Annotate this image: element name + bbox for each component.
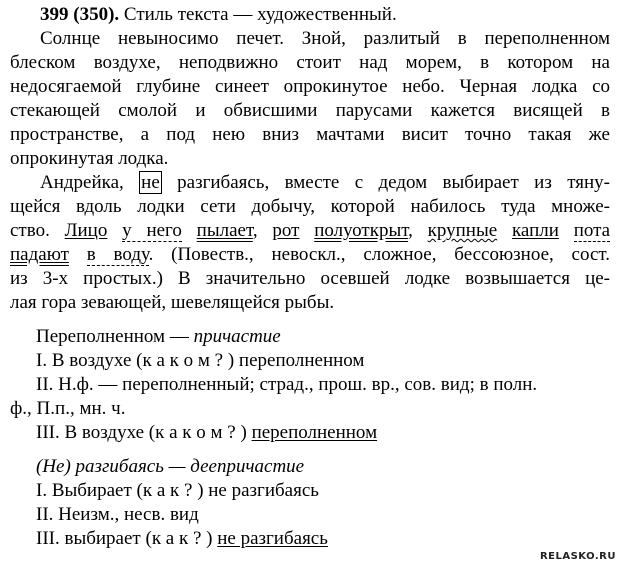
- p2-line-3: [10, 220, 610, 242]
- p1-line-6: опрокинутая лодка.: [10, 148, 169, 169]
- p2-line-4: [10, 244, 610, 266]
- p2-line-1: [40, 172, 610, 194]
- exercise-title: Стиль текста — художественный.: [123, 4, 397, 25]
- predicate-pylaet: пылает: [196, 220, 253, 241]
- question: к а к ?: [151, 528, 202, 549]
- subject-kapli: капли: [511, 220, 559, 241]
- p2-line-6: лая гора зевающей, шевелящейся рыбы.: [10, 292, 335, 313]
- text-fragment: I. В воздухе (: [36, 350, 143, 371]
- word-nedosyagaemoy: недосягаемой: [10, 76, 122, 97]
- text-fragment: Андрейка,: [40, 172, 140, 193]
- predicate-padayut: падают: [10, 244, 69, 265]
- space: [559, 220, 574, 241]
- space: [107, 220, 122, 241]
- exercise-header: [40, 4, 610, 26]
- text-fragment: разгибаясь, вместе с дедом выбирает из тяну-: [161, 172, 610, 193]
- word-nevynosimo: невыносимо: [117, 28, 219, 49]
- space: [299, 220, 314, 241]
- analysis2-row-1: [36, 480, 610, 502]
- analysis1-row-3: [36, 422, 610, 444]
- analysis1-row-1: [36, 350, 610, 372]
- p2-line-2: щейся вдоль лодки сети добычу, которой набилось туда множе-: [10, 196, 610, 217]
- predicate-poluotkryt: полуоткрыт: [314, 220, 409, 241]
- question: к а к ?: [142, 480, 193, 501]
- analysis2-heading: (Не) разгибаясь — деепричастие: [36, 456, 305, 477]
- space: [182, 220, 197, 241]
- punct: ,: [252, 220, 273, 241]
- text-fragment: ство.: [10, 220, 65, 241]
- adverbial-v-vodu: в воду: [86, 244, 149, 265]
- watermark: RELASKO.RU: [539, 551, 616, 562]
- text-fragment: печет. Зной, разлитый в переполненном: [218, 28, 610, 49]
- p1-line-4: стекающей смолой и обвисшими парусами кажется висящей в: [10, 100, 610, 121]
- boxed-particle-ne: не: [141, 172, 160, 193]
- analysis1-heading: [36, 326, 610, 348]
- punct: ,: [408, 220, 428, 241]
- exercise-number: 399 (350).: [40, 4, 120, 25]
- text-fragment: Солнце: [40, 28, 118, 49]
- subject-litso: Лицо: [64, 220, 108, 241]
- text-fragment: глубине синеет опрокинутое небо. Черная лодка со: [121, 76, 610, 97]
- p1-line-2: [10, 52, 610, 74]
- p1-line-1: [40, 28, 610, 50]
- text-fragment: ): [201, 528, 218, 549]
- question: к а к о м ?: [142, 350, 224, 371]
- text-fragment: I. Выбирает (: [36, 480, 143, 501]
- analysis1-row-2-cont: ф., П.п., мн. ч.: [10, 398, 126, 419]
- analysis1-pos: причастие: [193, 326, 281, 347]
- analysis1-row-2: II. Н.ф. — переполненный; страд., прош. вр., сов. вид; в полн.: [36, 374, 538, 395]
- underlined-participle: переполненном: [251, 422, 378, 443]
- text-fragment: III. В воздухе (: [36, 422, 156, 443]
- analysis2-row-2: II. Неизм., несв. вид: [36, 504, 199, 525]
- subject-rot: рот: [272, 220, 300, 241]
- text-fragment: ) переполненном: [223, 350, 365, 371]
- p1-line-5: пространстве, а под нею вниз мачтами висит точно такая же: [10, 124, 610, 145]
- question: к а к о м ?: [155, 422, 236, 443]
- p1-line-3: [10, 76, 610, 98]
- space: [69, 244, 87, 265]
- word-bleskom: блеском: [10, 52, 76, 73]
- modifier-pota: пота: [573, 220, 611, 241]
- analysis2-row-3: [36, 528, 610, 550]
- p2-line-5: из 3-х простых.) В значительно осевшей лодке возвышается це-: [10, 268, 610, 289]
- underlined-gerund: не разгибаясь: [217, 528, 328, 549]
- text-fragment: . (Повеств., невоскл., сложное, бессоюзное, сост.: [148, 244, 611, 265]
- text-fragment: ) не разгибаясь: [192, 480, 319, 501]
- attribute-krupnye: крупные: [427, 220, 498, 241]
- space: [497, 220, 512, 241]
- text-fragment: воздухе, неподвижно стоит над морем, в котором на: [75, 52, 610, 73]
- modifier-u-nego: у него: [122, 220, 182, 241]
- text-fragment: ): [235, 422, 252, 443]
- analysis1-word: Переполненном —: [36, 326, 194, 347]
- text-fragment: III. выбирает (: [36, 528, 152, 549]
